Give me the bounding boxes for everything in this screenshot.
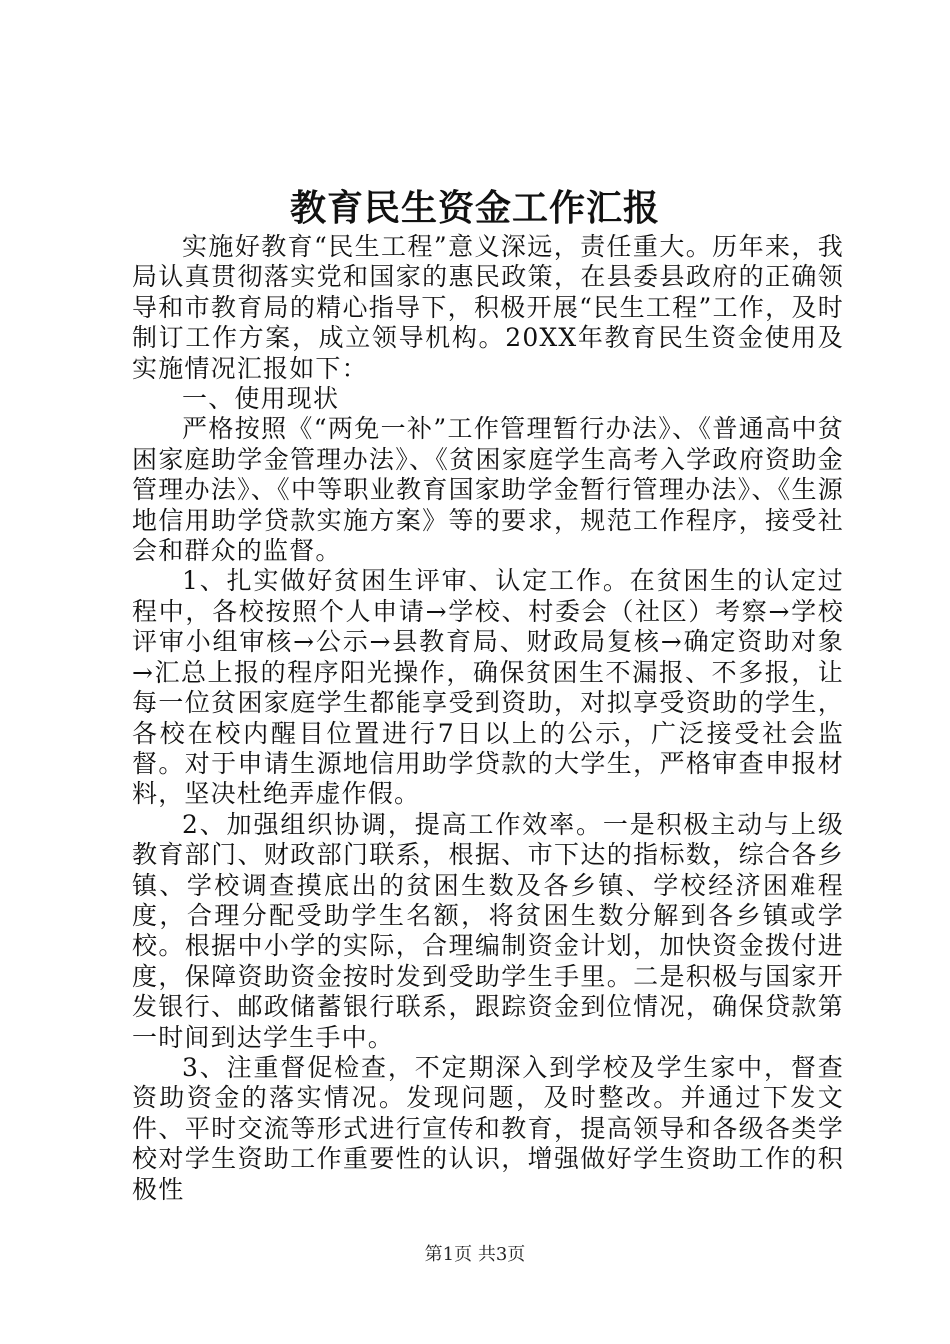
paragraph-policy: 严格按照《“两免一补”工作管理暂行办法》、《普通高中贫困家庭助学金管理办法》、《贫困家庭学生高考入学政府资助金管理办法》、《中等职业教育国家助学金暂行管理办法》、《生源地信用助学贷款实施方案》等的要求，规范工作程序，接受社会和群众的监督。 <box>132 414 844 566</box>
section-heading: 一、使用现状 <box>182 384 340 414</box>
document-title: 教育民生资金工作汇报 <box>289 187 660 229</box>
paragraph-intro: 实施好教育“民生工程”意义深远，责任重大。历年来，我局认真贯彻落实党和国家的惠民政策，在县委县政府的正确领导和市教育局的精心指导下，积极开展“民生工程”工作，及时制订工作方案，成立领导机构。20XX年教育民生资金使用及实施情况汇报如下： <box>132 232 844 383</box>
paragraph-item-2: 2、加强组织协调，提高工作效率。一是积极主动与上级教育部门、财政部门联系，根据、市下达的指标数，综合各乡镇、学校调查摸底出的贫困生数及各乡镇、学校经济困难程度，合理分配受助学生名额，将贫困生数分解到各乡镇或学校。根据中小学的实际，合理编制资金计划，加快资金拨付进度，保障资助资金按时发到受助学生手里。二是积极与国家开发银行、邮政储蓄银行联系，跟踪资金到位情况，确保贷款第一时间到达学生手中。 <box>132 809 844 1052</box>
paragraph-item-3: 3、注重督促检查，不定期深入到学校及学生家中，督查资助资金的落实情况。发现问题，及时整改。并通过下发文件、平时交流等形式进行宣传和教育，提高领导和各级各类学校对学生资助工作重要性的认识，增强做好学生资助工作的积极性 <box>132 1052 844 1204</box>
document-body <box>132 232 844 1205</box>
paragraph-item-1: 1、扎实做好贫困生评审、认定工作。在贫困生的认定过程中，各校按照个人申请→学校、村委会（社区）考察→学校评审小组审核→公示→县教育局、财政局复核→确定资助对象→汇总上报的程序阳光操作，确保贫困生不漏报、不多报，让每一位贫困家庭学生都能享受到资助，对拟享受资助的学生，各校在校内醒目位置进行7日以上的公示，广泛接受社会监督。对于申请生源地信用助学贷款的大学生，严格审查申报材料，坚决杜绝弄虚作假。 <box>132 566 844 809</box>
page-footer: 第1页 共3页 <box>424 1244 526 1265</box>
